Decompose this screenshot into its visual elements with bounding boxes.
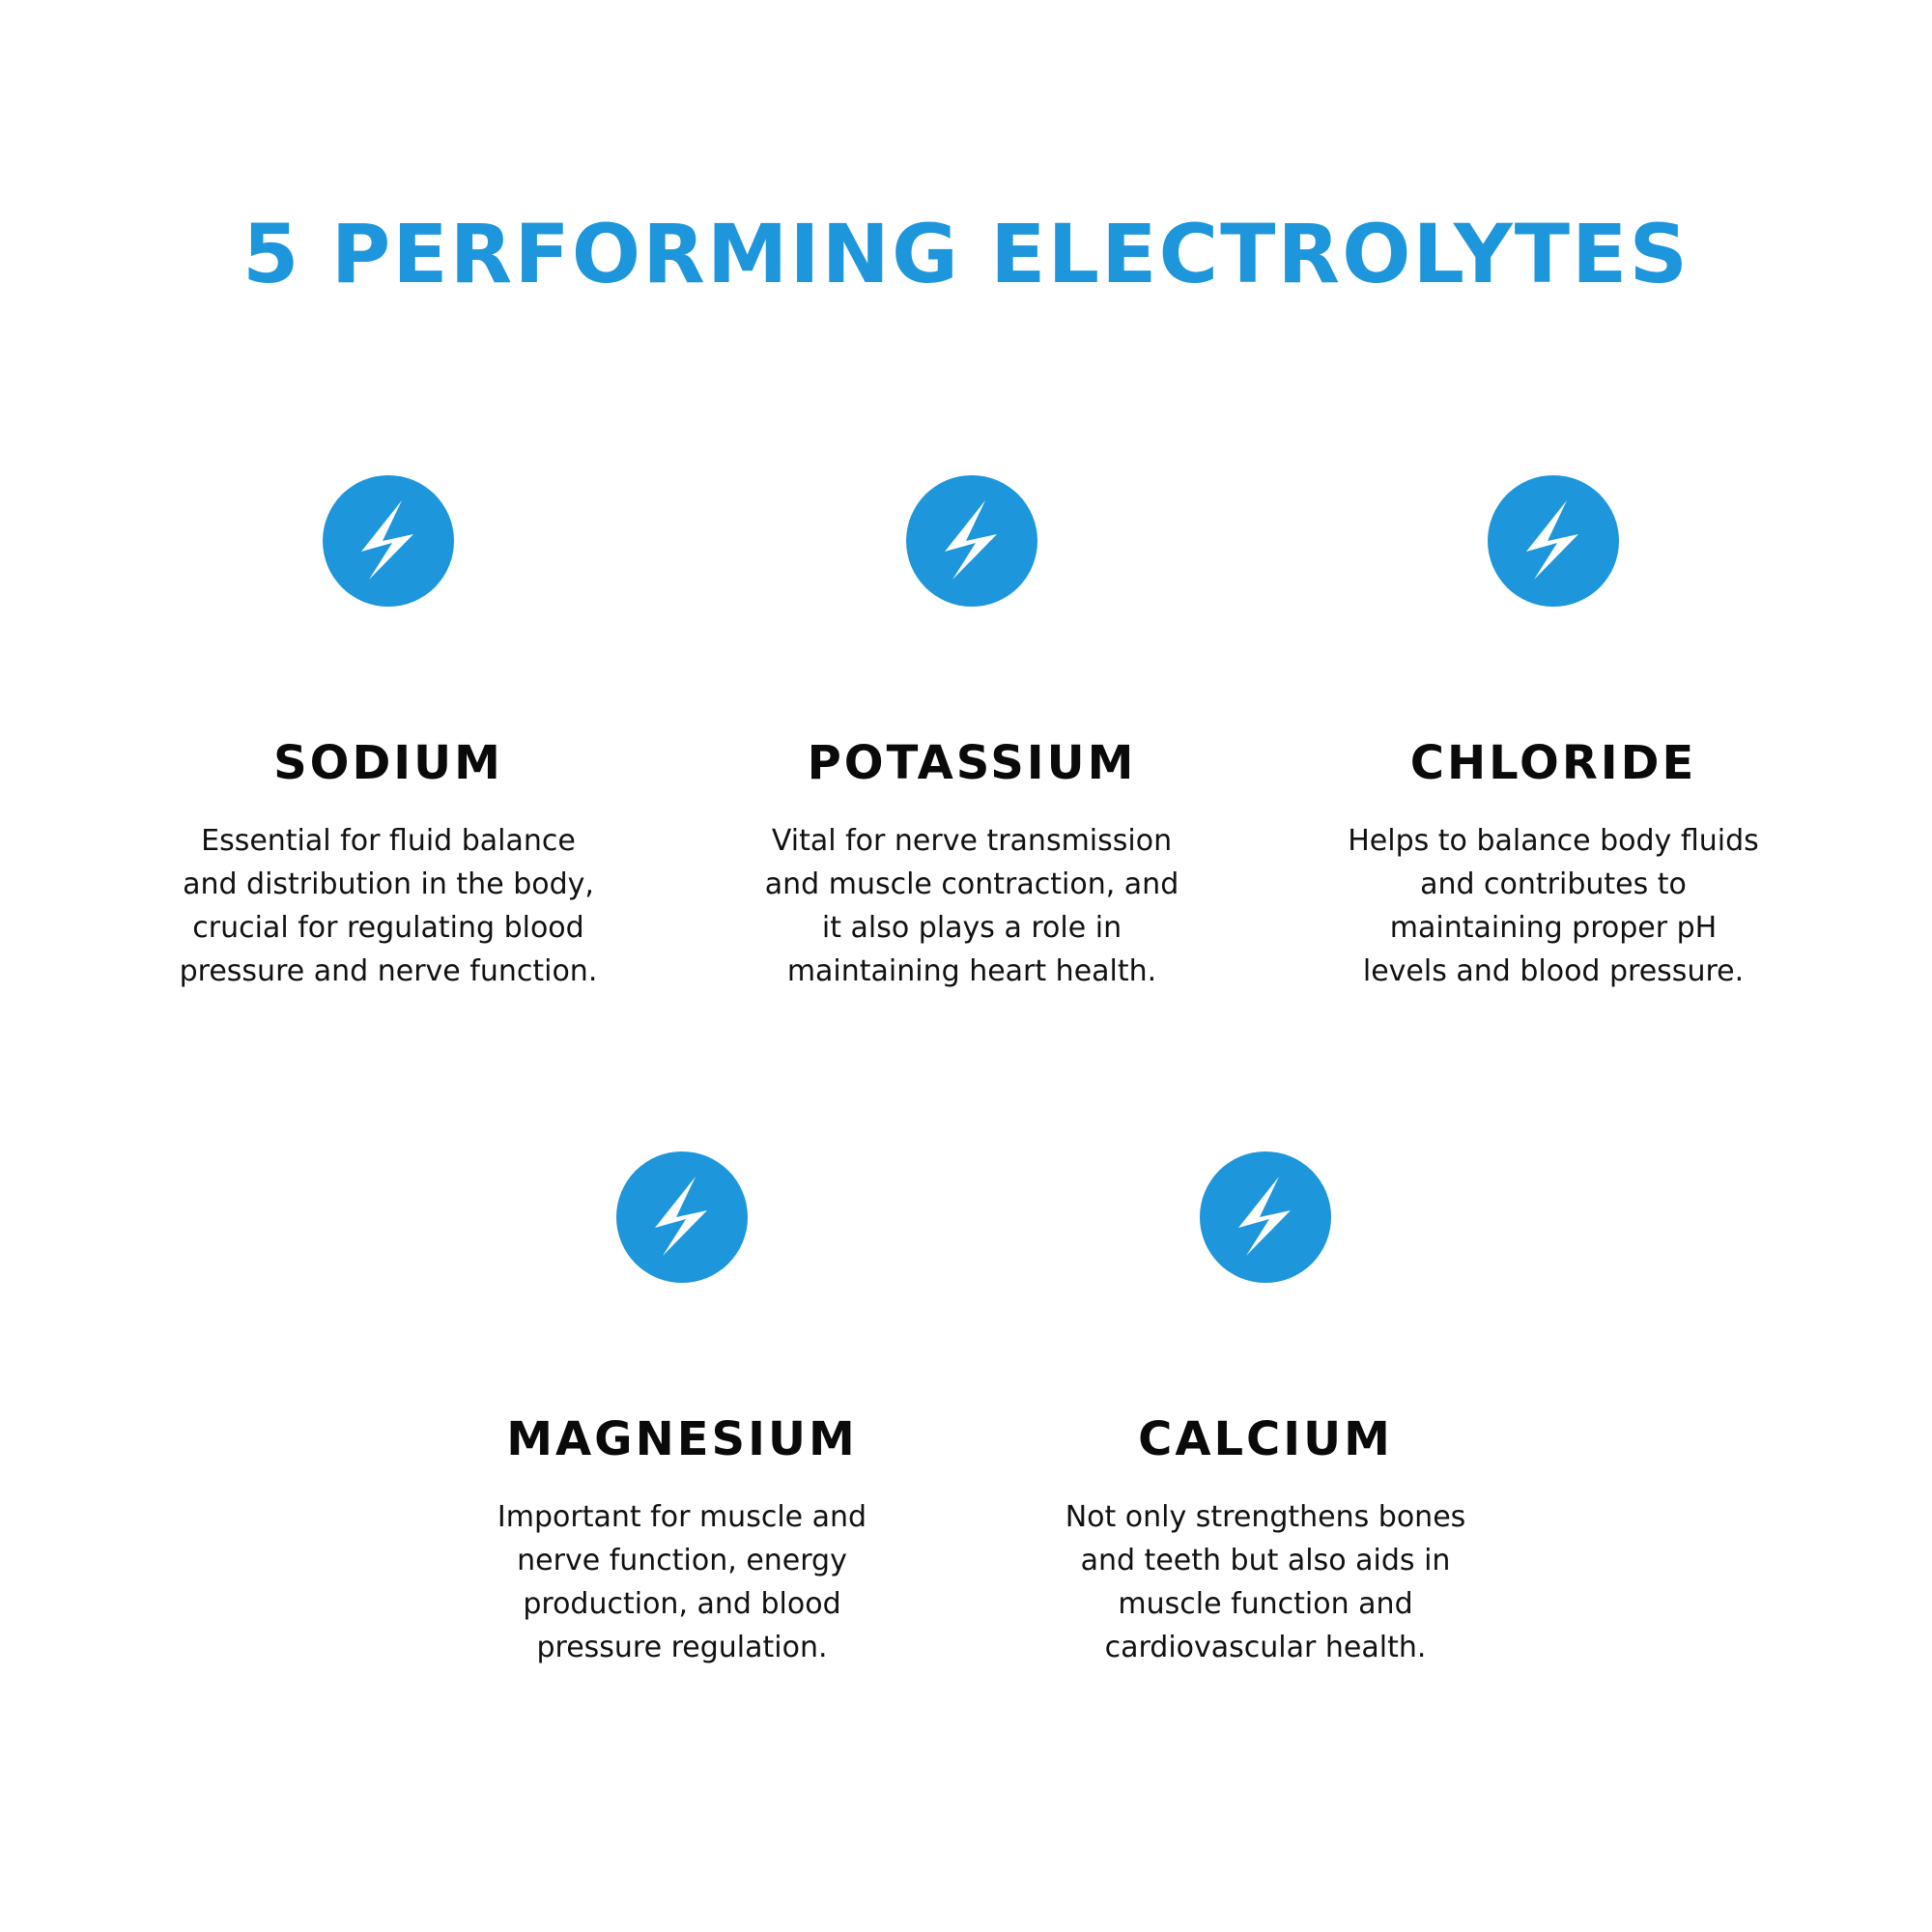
electrolyte-description: Not only strengthens bones and teeth but also aids in muscle function and cardiovascular health. xyxy=(1065,1500,1466,1664)
lightning-bolt-icon xyxy=(906,475,1037,607)
electrolyte-name: SODIUM xyxy=(273,736,503,790)
electrolyte-name: POTASSIUM xyxy=(807,736,1137,790)
electrolyte-name: MAGNESIUM xyxy=(506,1412,858,1466)
lightning-bolt-icon xyxy=(616,1151,748,1283)
lightning-bolt-icon xyxy=(1488,475,1619,607)
lightning-bolt-icon xyxy=(323,475,454,607)
electrolyte-description: Important for muscle and nerve function, energy production, and blood pressure regulation. xyxy=(497,1500,867,1664)
electrolyte-description: Essential for fluid balance and distribution in the body, crucial for regulating blood pressure and nerve function. xyxy=(179,824,598,988)
electrolyte-description: Helps to balance body fluids and contributes to maintaining proper pH levels and blood pressure. xyxy=(1348,824,1759,988)
page-title: 5 PERFORMING ELECTROLYTES xyxy=(242,207,1690,301)
electrolyte-description: Vital for nerve transmission and muscle contraction, and it also plays a role in maintaining heart health. xyxy=(764,824,1179,988)
lightning-bolt-icon xyxy=(1200,1151,1331,1283)
electrolyte-name: CHLORIDE xyxy=(1409,736,1697,790)
electrolyte-name: CALCIUM xyxy=(1138,1412,1393,1466)
